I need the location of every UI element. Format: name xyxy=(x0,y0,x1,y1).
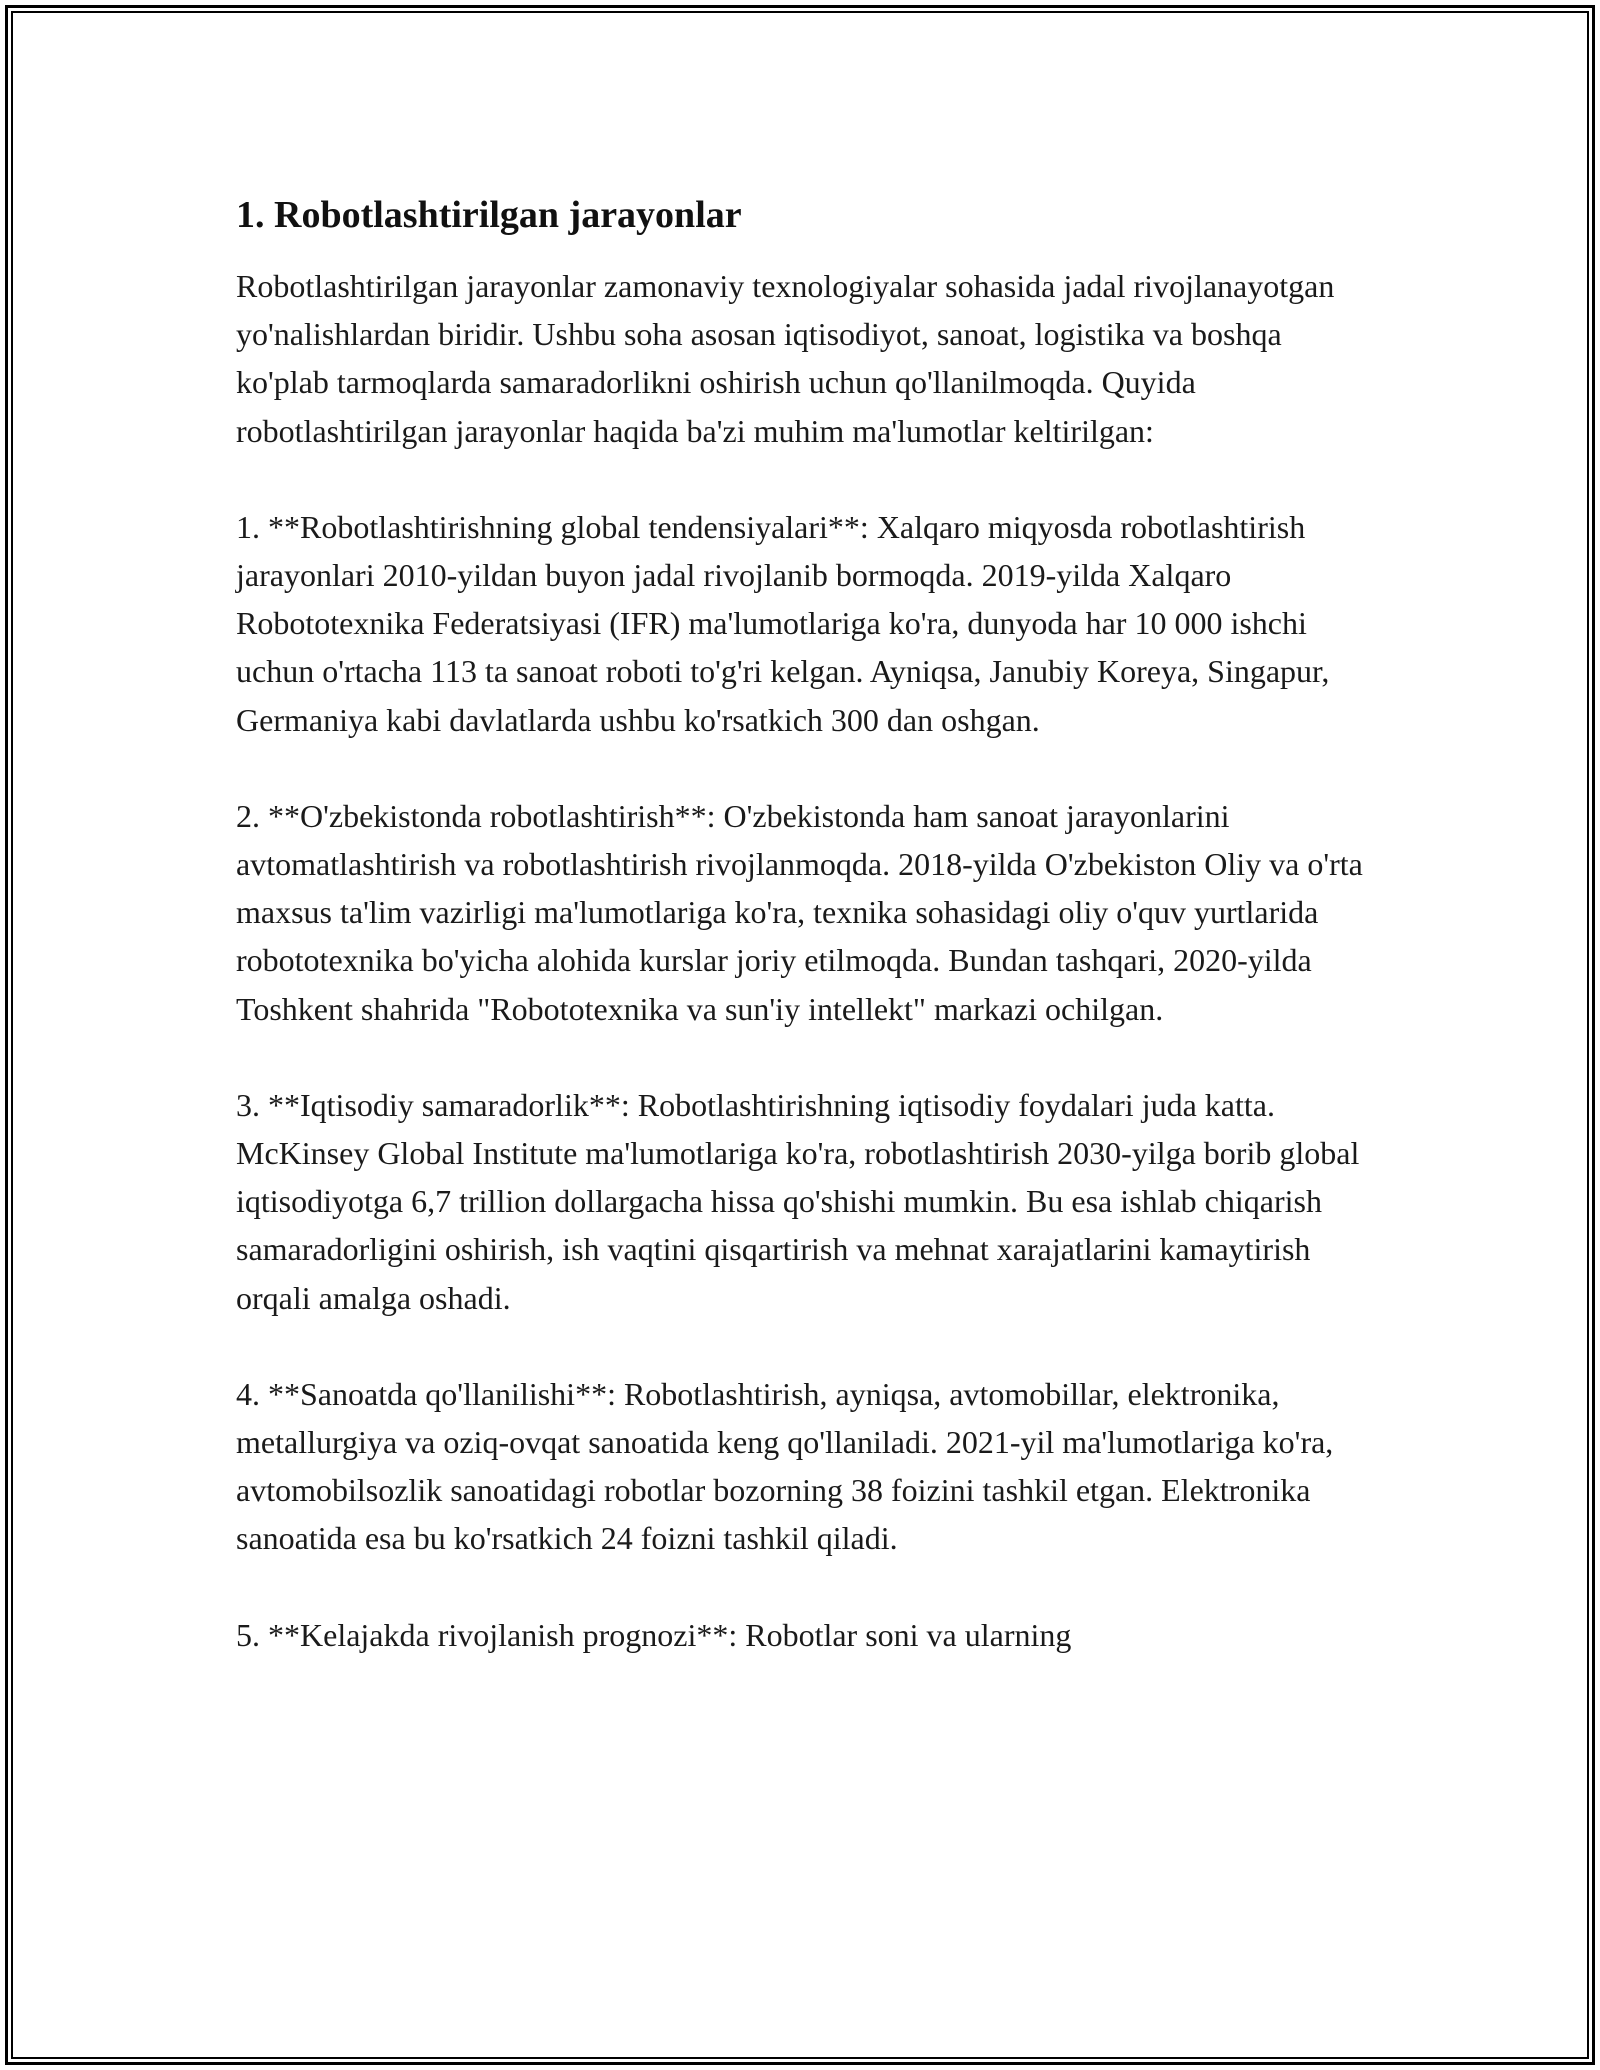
paragraph-economic-efficiency: 3. **Iqtisodiy samaradorlik**: Robotlashtirishning iqtisodiy foydalari juda katta. McKinsey Global Institute ma'lumotlariga ko'ra, robotlashtirish 2030-yilga borib global iqtisodiyotga 6,7 trillion dollargacha hissa qo'shishi mumkin. Bu esa ishlab chiqarish samaradorligini oshirish, ish vaqtini qisqartirish va mehnat xarajatlarini kamaytirish orqali amalga oshadi. xyxy=(236,1086,1360,1316)
paragraph-future-forecast: 5. **Kelajakda rivojlanish prognozi**: Robotlar soni va ularning xyxy=(236,1616,1072,1653)
paragraph-global-trends: 1. **Robotlashtirishning global tendensiyalari**: Xalqaro miqyosda robotlashtirish jarayonlari 2010-yildan buyon jadal rivojlanib bormoqda. 2019-yilda Xalqaro Robototexnika Federatsiyasi (IFR) ma'lumotlariga ko'ra, dunyoda har 10 000 ishchi uchun o'rtacha 113 ta sanoat roboti to'g'ri kelgan. Ayniqsa, Janubiy Koreya, Singapur, Germaniya kabi davlatlarda ushbu ko'rsatkich 300 dan oshgan. xyxy=(236,508,1330,738)
document-body xyxy=(236,188,1376,1659)
intro-paragraph: Robotlashtirilgan jarayonlar zamonaviy texnologiyalar sohasida jadal rivojlanayotgan yo'nalishlardan biridir. Ushbu soha asosan iqtisodiyot, sanoat, logistika va boshqa ko'plab tarmoqlarda samaradorlikni oshirish uchun qo'llanilmoqda. Quyida robotlashtirilgan jarayonlar haqida ba'zi muhim ma'lumotlar keltirilgan: xyxy=(236,268,1335,449)
paragraph-industry-usage: 4. **Sanoatda qo'llanilishi**: Robotlashtirish, ayniqsa, avtomobillar, elektronika, metallurgiya va oziq-ovqat sanoatida keng qo'llaniladi. 2021-yil ma'lumotlariga ko'ra, avtomobilsozlik sanoatidagi robotlar bozorning 38 foizini tashkil etgan. Elektronika sanoatida esa bu ko'rsatkich 24 foizni tashkil qiladi. xyxy=(236,1375,1334,1557)
paragraph-uzbekistan: 2. **O'zbekistonda robotlashtirish**: O'zbekistonda ham sanoat jarayonlarini avtomatlashtirish va robotlashtirish rivojlanmoqda. 2018-yilda O'zbekiston Oliy va o'rta maxsus ta'lim vazirligi ma'lumotlariga ko'ra, texnika sohasidagi oliy o'quv yurtlarida robototexnika bo'yicha alohida kurslar joriy etilmoqda. Bundan tashqari, 2020-yilda Toshkent shahrida "Robototexnika va sun'iy intellekt" markazi ochilgan. xyxy=(236,797,1363,1027)
document-title: 1. Robotlashtirilgan jarayonlar xyxy=(236,194,742,236)
